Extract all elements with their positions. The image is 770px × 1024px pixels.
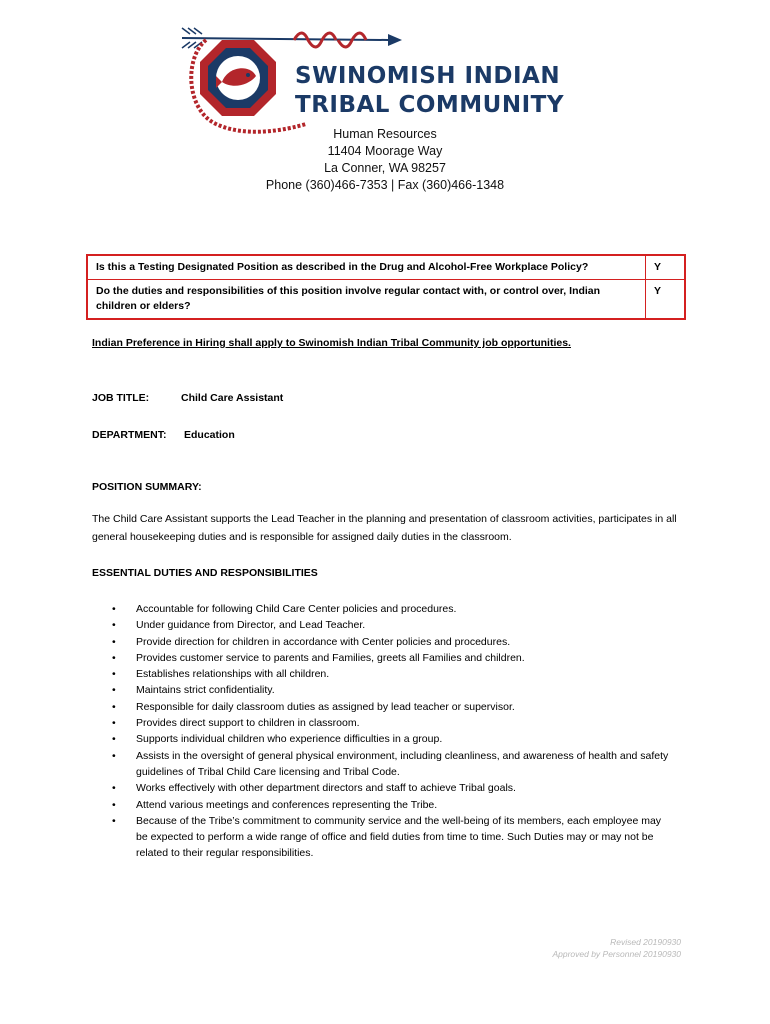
preference-note: Indian Preference in Hiring shall apply to Swinomish Indian Tribal Community job opportunities. <box>92 337 571 349</box>
policy-table <box>86 254 686 320</box>
policy-answer: Y <box>646 255 686 280</box>
list-item: • Maintains strict confidentiality. <box>112 682 672 698</box>
address-block <box>0 126 770 194</box>
list-item: • Accountable for following Child Care Center policies and procedures. <box>112 601 672 617</box>
job-title-value: Child Care Assistant <box>181 392 284 404</box>
list-item: • Establishes relationships with all children. <box>112 666 672 682</box>
address-line: Phone (360)466-7353 | Fax (360)466-1348 <box>265 178 505 192</box>
approved-date: Approved by Personnel 20190930 <box>552 949 681 959</box>
revision-footer <box>552 936 681 960</box>
list-item: • Assists in the oversight of general physical environment, including cleanliness, and awareness of health and safety guidelines of Tribal Child Care licensing and Tribal Code. <box>112 748 672 781</box>
policy-question: Is this a Testing Designated Position as described in the Drug and Alcohol-Free Workplace Policy? <box>87 255 646 280</box>
list-item: • Because of the Tribe’s commitment to community service and the well-being of its members, each employee may be expected to perform a wide range of office and field duties from time to time. Such Duties may or may not be related to their regular responsibilities. <box>112 813 672 862</box>
job-title-label: JOB TITLE: <box>92 392 150 404</box>
list-item: • Responsible for daily classroom duties as assigned by lead teacher or supervisor. <box>112 699 672 715</box>
org-name-line2: TRIBAL COMMUNITY <box>295 92 564 118</box>
duties-heading: ESSENTIAL DUTIES AND RESPONSIBILITIES <box>92 567 318 579</box>
list-item: • Provides customer service to parents and Families, greets all Families and children. <box>112 650 672 666</box>
list-item: • Provide direction for children in accordance with Center policies and procedures. <box>112 634 672 650</box>
list-item: • Works effectively with other department directors and staff to achieve Tribal goals. <box>112 780 672 796</box>
table-row <box>87 280 685 320</box>
summary-text: The Child Care Assistant supports the Lead Teacher in the planning and presentation of classroom activities, participates in all general housekeeping duties and is responsible for assigned daily duties in the classroom. <box>92 513 677 543</box>
address-line: Human Resources <box>333 127 437 141</box>
table-row <box>87 255 685 280</box>
revised-date: Revised 20190930 <box>610 937 681 947</box>
org-name-line1: SWINOMISH INDIAN <box>295 63 561 89</box>
policy-answer: Y <box>646 280 686 320</box>
policy-question: Do the duties and responsibilities of this position involve regular contact with, or control over, Indian children or elders? <box>87 280 646 320</box>
department-value: Education <box>184 429 235 441</box>
list-item: • Provides direct support to children in classroom. <box>112 715 672 731</box>
summary-heading: POSITION SUMMARY: <box>92 481 202 493</box>
address-line: 11404 Moorage Way <box>327 144 443 158</box>
list-item: • Attend various meetings and conferences representing the Tribe. <box>112 797 672 813</box>
address-line: La Conner, WA 98257 <box>324 161 446 175</box>
list-item: • Supports individual children who experience difficulties in a group. <box>112 731 672 747</box>
duties-list <box>112 601 672 862</box>
list-item: • Under guidance from Director, and Lead Teacher. <box>112 617 672 633</box>
org-name <box>295 62 564 120</box>
department-label: DEPARTMENT: <box>92 429 167 441</box>
